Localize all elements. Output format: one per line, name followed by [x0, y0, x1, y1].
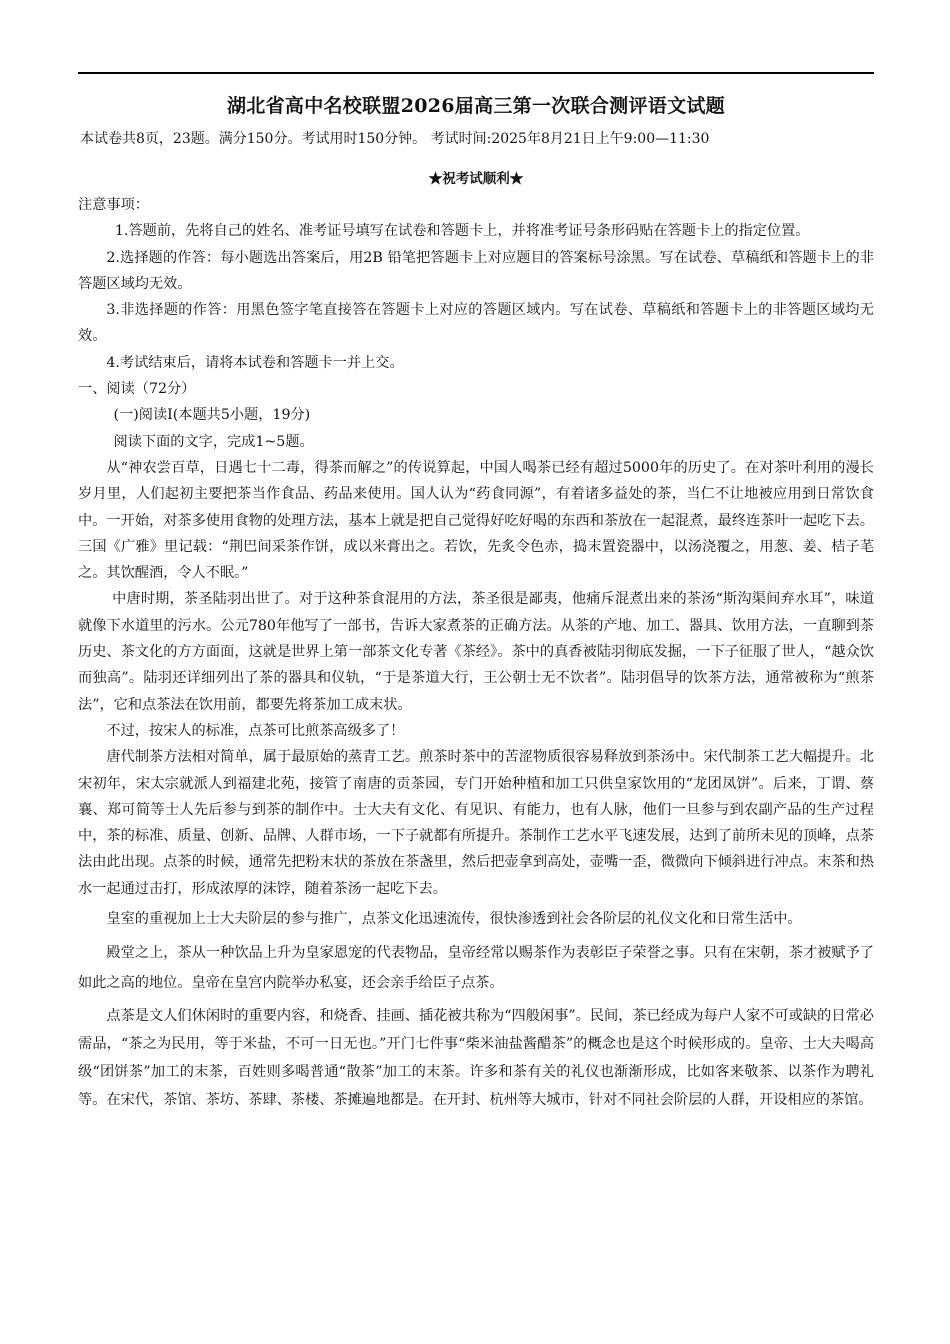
passage-paragraph-2: 中唐时期，茶圣陆羽出世了。对于这种茶食混用的方法，茶圣很是鄙夷，他痛斥混煮出来的茶汤“斯沟渠间弃水耳”，味道就像下水道里的污水。公元780年他写了一部书，告诉大家煮茶的正确方法。从茶的产地、加工、器具、饮用方法，一直聊到茶历史、茶文化的方方面面，这就是世界上第一部茶文化专著《茶经》。茶中的真香被陆羽彻底发掘，一下子征服了世人，“越众饮而独高”。陆羽还详细列出了茶的器具和仪轨，“于是茶道大行，王公朝士无不饮者”。陆羽倡导的饮茶方法，通常被称为“煎茶法”，它和点茶法在饮用前，都要先将茶加工成末状。	[78, 591, 874, 713]
notice-block	[78, 192, 874, 376]
notice-item-1: 1.答题前，先将自己的姓名、准考证号填写在试卷和答题卡上，并将准考证号条形码贴在答题卡上的指定位置。	[114, 223, 810, 240]
good-luck-line: ★祝考试顺利★	[428, 171, 524, 187]
reading-instruction: 阅读下面的文字，完成1~5题。	[113, 433, 314, 450]
subsection-heading: (一)阅读Ⅰ(本题共5小题，19分)	[113, 407, 311, 424]
exam-title: 湖北省高中名校联盟2026届高三第一次联合测评语文试题	[227, 95, 725, 117]
passage-paragraph-7: 点茶是文人们休闲时的重要内容，和烧香、挂画、插花被共称为“四般闲事”。民间，茶已经成为每户人家不可或缺的日常必需品，“茶之为民用，等于米盐，不可一日无也。”开门七件事“柴米油盐酱醋茶”的概念也是这个时候形成的。皇帝、士大夫喝高级“团饼茶”加工的末茶，百姓则多喝普通“散茶”加工的末茶。许多和茶有关的礼仪也渐渐形成，比如客来敬茶、以茶作为聘礼等。在宋代，茶馆、茶坊、茶肆、茶楼、茶摊遍地都是。在开封、杭州等大城市，针对不同社会阶层的人群，开设相应的茶馆。	[78, 1008, 874, 1109]
top-rule	[78, 72, 874, 74]
notice-item-2: 2.选择题的作答：每小题选出答案后，用2B 铅笔把答题卡上对应题目的答案标号涂黑。写在试卷、草稿纸和答题卡上的非答题区域均无效。	[78, 249, 874, 292]
notice-heading: 注意事项：	[78, 197, 149, 213]
passage-paragraph-4: 唐代制茶方法相对简单，属于最原始的蒸青工艺。煎茶时茶中的苦涩物质很容易释放到茶汤中。宋代制茶工艺大幅提升。北宋初年，宋太宗就派人到福建北苑，接管了南唐的贡茶园，专门开始种植和加工只供皇家饮用的“龙团凤饼”。后来，丁谓、蔡襄、郑可简等士人先后参与到茶的制作中。士大夫有文化、有见识、有能力，也有人脉，他们一旦参与到农副产品的生产过程中，茶的标准、质量、创新、品牌、人群市场，一下子就都有所提升。茶制作工艺水平飞速发展，达到了前所未见的顶峰，点茶法由此出现。点茶的时候，通常先把粉末状的茶放在茶盏里，然后把壶拿到高处，壶嘴一歪，微微向下倾斜进行冲点。末茶和热水一起通过击打，形成浓厚的沫饽，随着茶汤一起吃下去。	[78, 749, 874, 897]
passage-paragraph-5: 皇室的重视加上士大夫阶层的参与推广，点茶文化迅速流传，很快渗透到社会各阶层的礼仪文化和日常生活中。	[106, 911, 802, 928]
notice-item-4: 4.考试结束后，请将本试卷和答题卡一并上交。	[106, 354, 404, 371]
exam-page	[78, 72, 874, 1114]
exam-meta: 本试卷共8页，23题。满分150分。考试用时150分钟。 考试时间:2025年8月21日上午9:00—11:30	[80, 131, 710, 147]
passage-paragraph-1: 从“神农尝百草，日遇七十二毒，得茶而解之”的传说算起，中国人喝茶已经有超过5000年的历史了。在对茶叶利用的漫长岁月里，人们起初主要把茶当作食品、药品来使用。国人认为“药食同源”，有着诸多益处的茶，当仁不让地被应用到日常饮食中。一开始，对茶多使用食物的处理方法，基本上就是把自己觉得好吃好喝的东西和茶放在一起混煮，最终连茶叶一起吃下去。三国《广雅》里记载：“荆巴间采茶作饼，成以米膏出之。若饮，先炙令色赤，捣末置瓷器中，以汤浇覆之，用葱、姜、桔子芼之。其饮醒酒，令人不眠。”	[78, 459, 874, 582]
section-heading: 一、阅读（72分）	[78, 381, 196, 398]
notice-item-3: 3.非选择题的作答：用黑色签字笔直接答在答题卡上对应的答题区域内。写在试卷、草稿纸和答题卡上的非答题区域均无效。	[78, 302, 874, 345]
passage-paragraph-3: 不过，按宋人的标准，点茶可比煎茶高级多了！	[106, 722, 405, 739]
reading-section	[78, 376, 874, 1114]
passage-paragraph-6: 殿堂之上，茶从一种饮品上升为皇家恩宠的代表物品，皇帝经常以赐茶作为表彰臣子荣誉之事。只有在宋朝，茶才被赋予了如此之高的地位。皇帝在皇宫内院举办私宴，还会亲手给臣子点茶。	[78, 945, 874, 992]
